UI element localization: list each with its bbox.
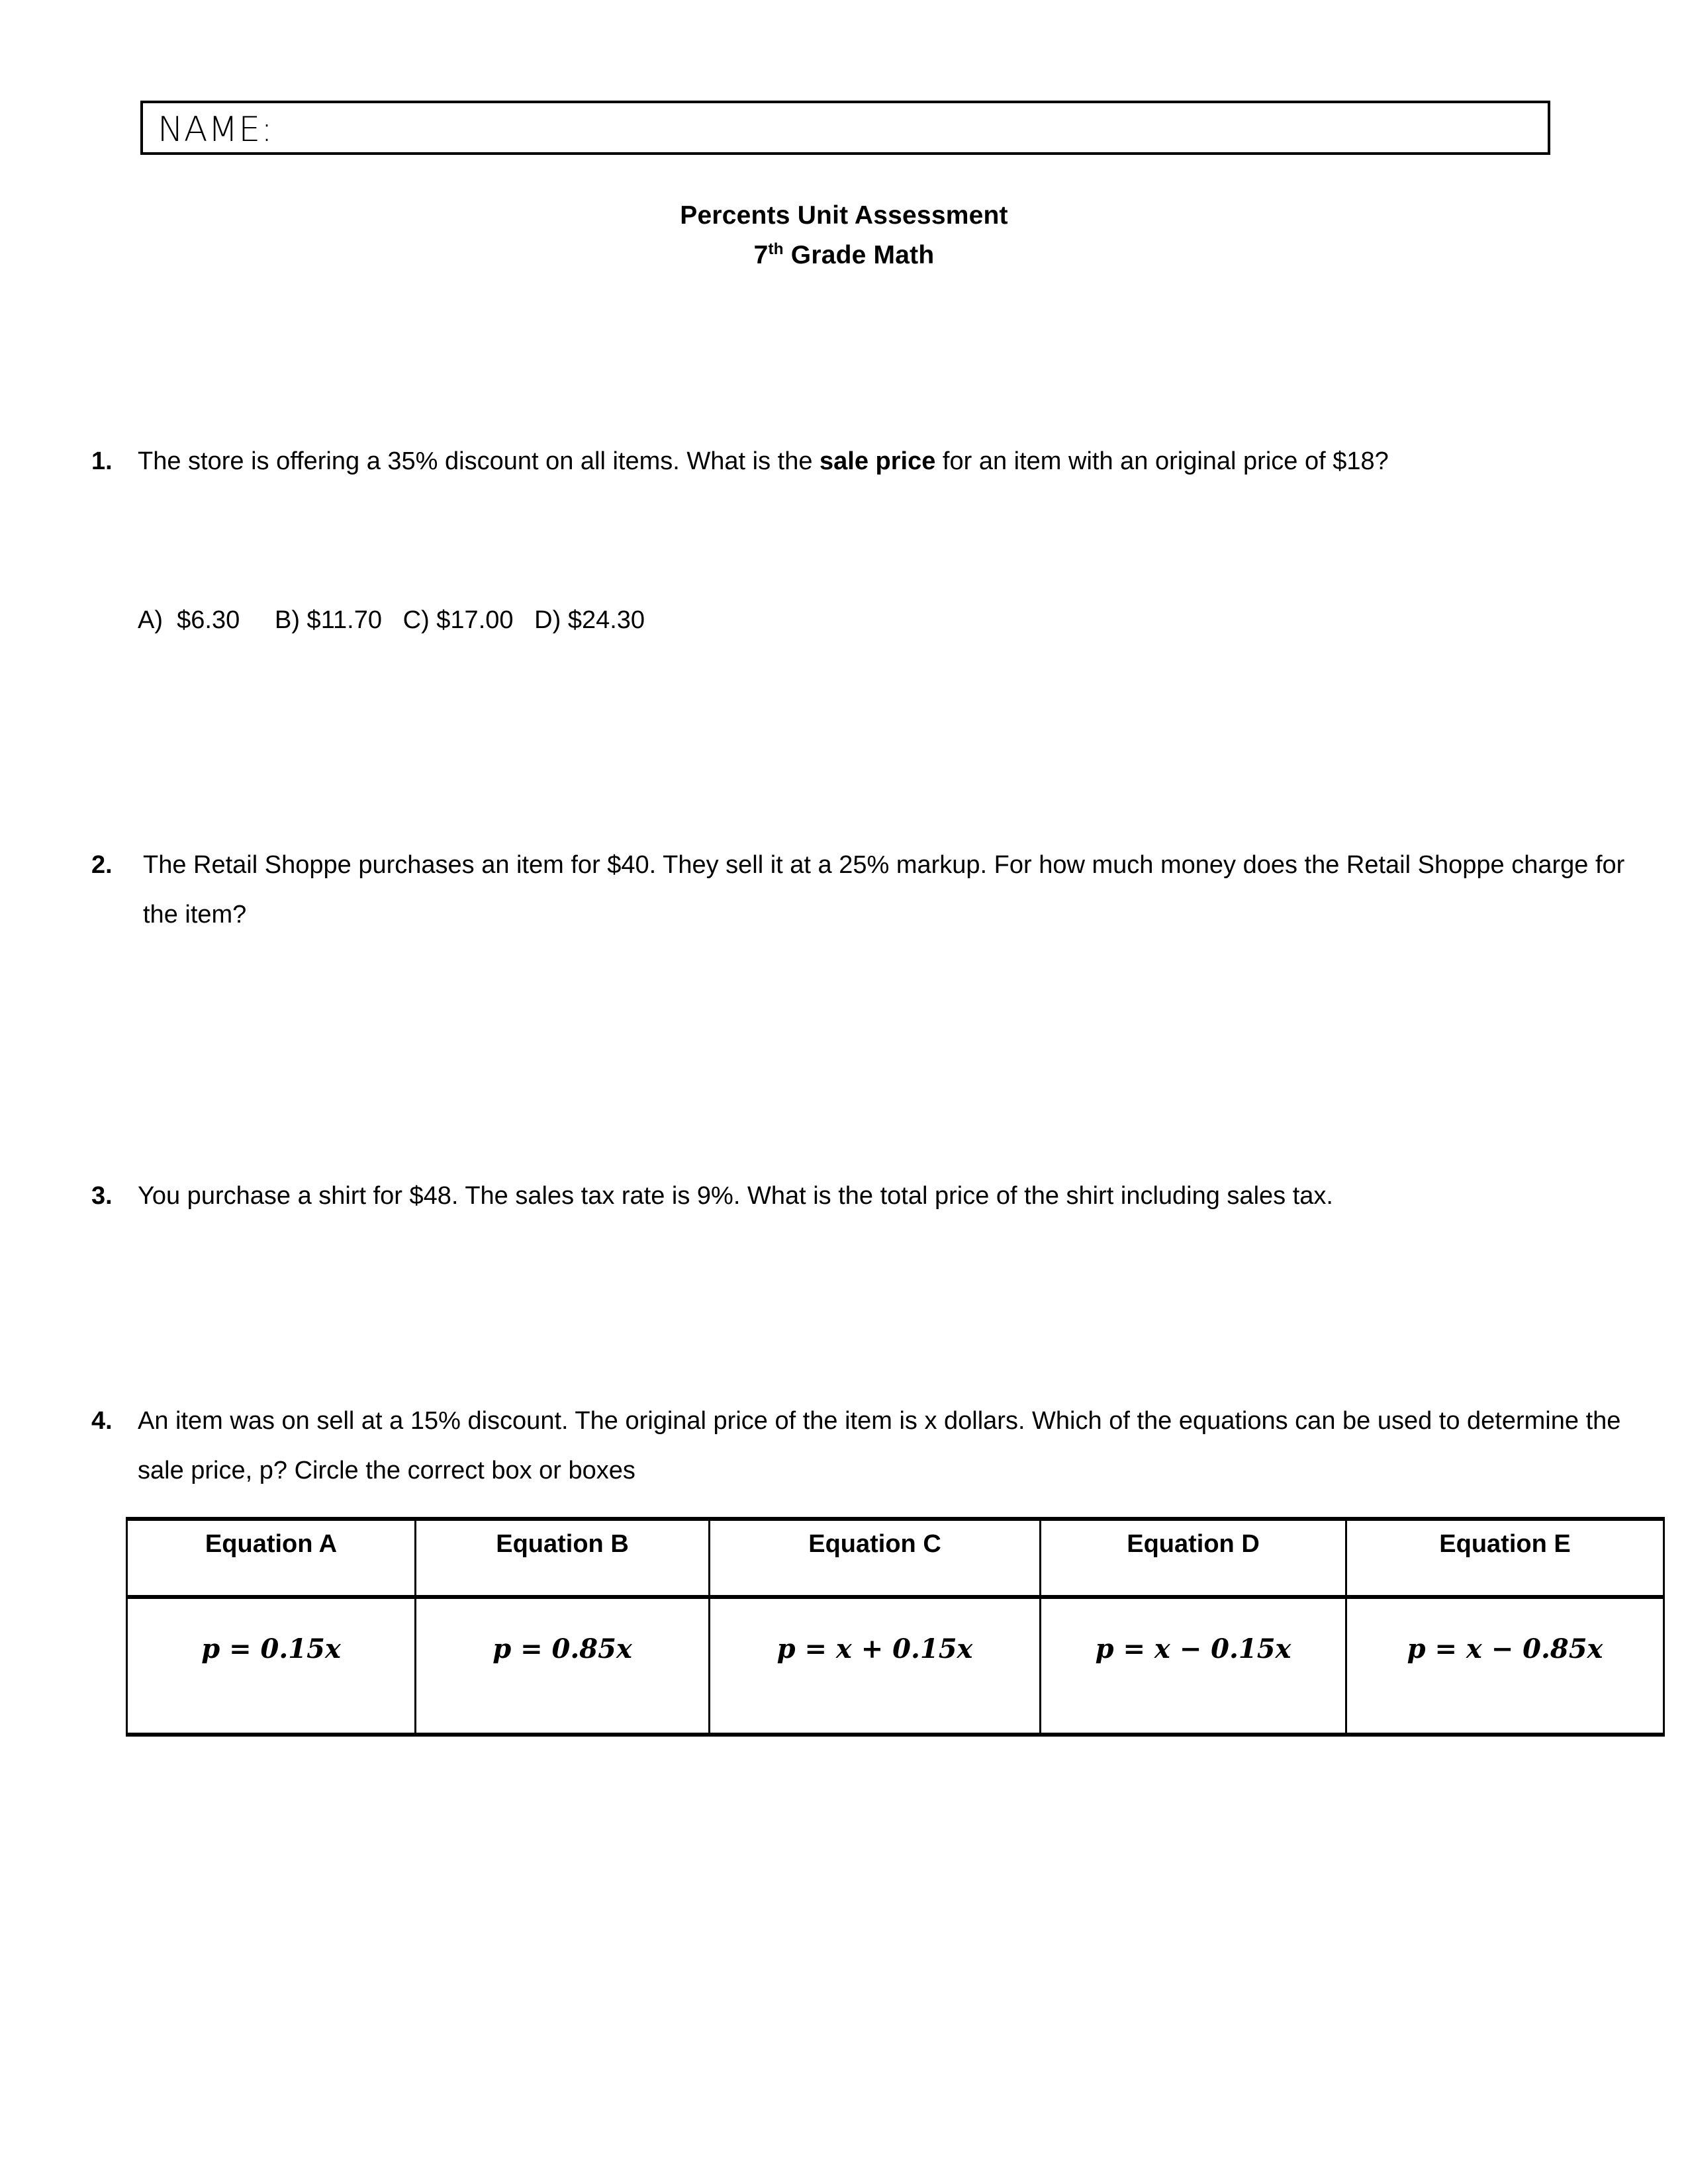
equation-text: p = x − 0.85x: [1407, 1633, 1603, 1664]
page-subtitle: [0, 236, 1688, 275]
name-field-label: NAME:: [158, 110, 273, 150]
equation-option-c[interactable]: [710, 1597, 1041, 1735]
table-header-cell: [1041, 1519, 1346, 1597]
grade-ordinal-suffix: th: [768, 240, 784, 258]
question-3: [91, 1171, 1634, 1221]
table-header-row: [127, 1519, 1664, 1597]
question-1-text-part-2: for an item with an original price of $18?: [935, 447, 1389, 475]
table-header-label: Equation A: [205, 1530, 338, 1558]
grade-subject: Grade Math: [783, 241, 935, 269]
equation-text: p = 0.85x: [492, 1633, 632, 1664]
equation-text: p = x + 0.15x: [776, 1633, 973, 1664]
table-header-label: Equation E: [1439, 1530, 1571, 1558]
question-1-emphasis: sale price: [820, 447, 936, 475]
table-equation-row: [127, 1597, 1664, 1735]
equation-option-d[interactable]: [1041, 1597, 1346, 1735]
document-title-block: [0, 196, 1688, 275]
question-3-number: 3.: [91, 1182, 113, 1210]
question-1-text-part-1: The store is offering a 35% discount on all items. What is the: [138, 447, 820, 475]
question-2-number: 2.: [91, 851, 113, 879]
equation-text: p = 0.15x: [201, 1633, 341, 1664]
equation-choice-table: [126, 1517, 1663, 1737]
question-4-number: 4.: [91, 1407, 113, 1435]
name-field-box[interactable]: [140, 101, 1550, 155]
question-4-text: An item was on sell at a 15% discount. The original price of the item is x dollars. Which of the equations can be used to determine the sale price, p? Circle the correct box or boxes: [138, 1407, 1621, 1484]
table-header-cell: [127, 1519, 416, 1597]
table-header-cell: [1346, 1519, 1664, 1597]
grade-number: 7: [753, 241, 769, 269]
table-header-label: Equation B: [496, 1530, 629, 1558]
equation-text: p = x − 0.15x: [1095, 1633, 1291, 1664]
table-header-cell: [710, 1519, 1041, 1597]
question-3-text: You purchase a shirt for $48. The sales tax rate is 9%. What is the total price of the shirt including sales tax.: [138, 1182, 1333, 1210]
question-2-text: The Retail Shoppe purchases an item for $40. They sell it at a 25% markup. For how much money does the Retail Shoppe charge for the item?: [143, 851, 1625, 929]
table-header-label: Equation C: [808, 1530, 941, 1558]
question-2: [91, 841, 1634, 940]
table-header-label: Equation D: [1127, 1530, 1260, 1558]
page-title: Percents Unit Assessment: [680, 201, 1008, 230]
equation-option-e[interactable]: [1346, 1597, 1664, 1735]
question-4: [91, 1396, 1634, 1496]
question-1-text: [138, 437, 1634, 486]
table-header-cell: [416, 1519, 710, 1597]
question-1: [91, 437, 1634, 486]
equation-option-a[interactable]: [127, 1597, 416, 1735]
question-1-choices[interactable]: A) $6.30 B) $11.70 C) $17.00 D) $24.30: [138, 606, 645, 634]
question-1-number: 1.: [91, 447, 113, 475]
equation-option-b[interactable]: [416, 1597, 710, 1735]
